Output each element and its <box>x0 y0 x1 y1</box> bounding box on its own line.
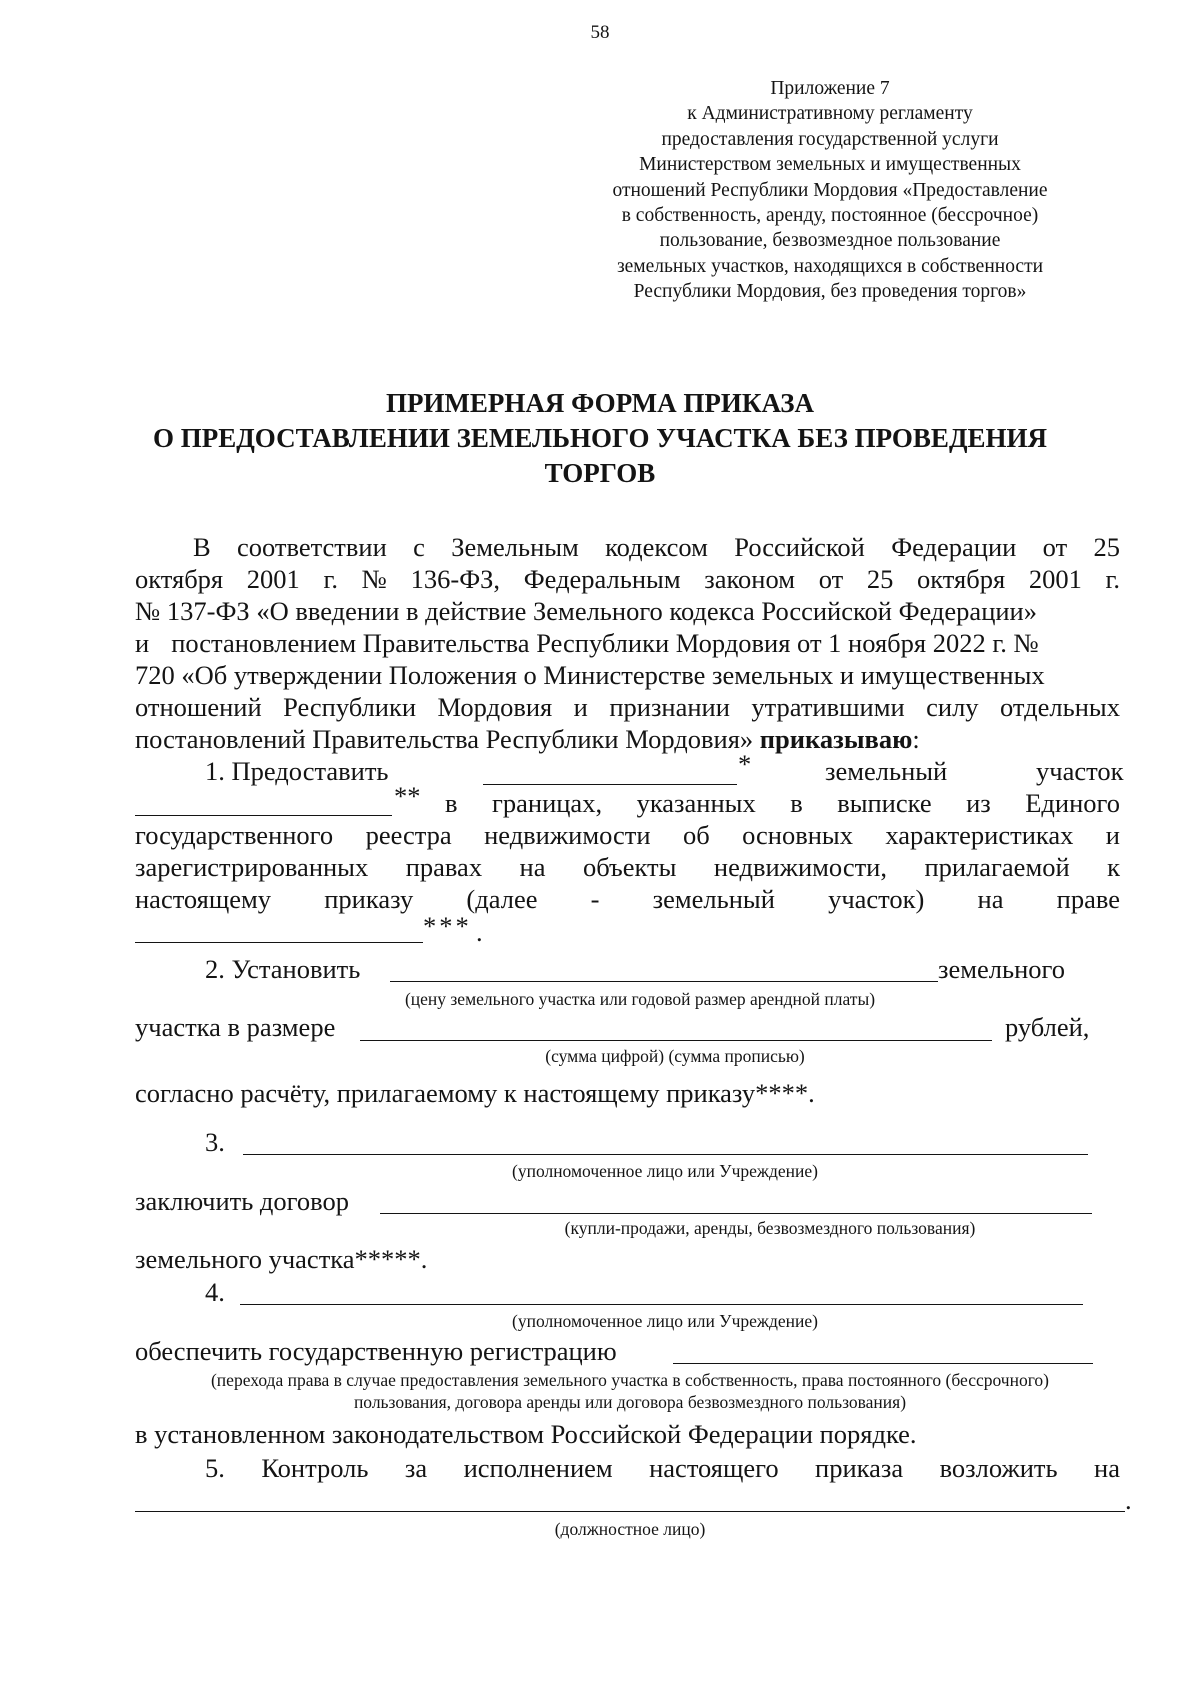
footnote-mark: ** <box>394 781 421 811</box>
word: Федерации <box>891 532 1017 562</box>
word: в <box>445 788 458 818</box>
word: № <box>361 564 387 594</box>
item1-line <box>135 883 1120 915</box>
item2-start <box>205 953 360 985</box>
word: 2001 <box>246 564 300 594</box>
item1-word: участок <box>1036 756 1124 786</box>
blank-line <box>380 1213 1092 1214</box>
word: за <box>404 1453 428 1483</box>
word: возложить <box>939 1453 1058 1483</box>
word: 25 <box>1093 532 1120 562</box>
word: Федеральным <box>523 564 681 594</box>
word: 136-ФЗ, <box>410 564 501 594</box>
word: праве <box>1056 884 1120 914</box>
word: Земельным <box>451 532 579 562</box>
word: правах <box>405 852 483 882</box>
preamble-line <box>135 563 1120 595</box>
item2-verb: Установить <box>231 954 361 984</box>
appendix-line: пользование, безвозмездное пользование <box>659 230 1001 252</box>
word: Единого <box>1025 788 1120 818</box>
word: г. <box>323 564 338 594</box>
word: на <box>1094 1453 1120 1483</box>
item1-end: . <box>476 917 483 947</box>
item4-final: в установленном законодательством Российской Федерации порядке. <box>135 1419 917 1449</box>
word: 5. <box>205 1453 225 1483</box>
word: отдельных <box>1000 692 1120 722</box>
field-caption: (сумма цифрой) (сумма прописью) <box>545 1046 805 1066</box>
word: характеристиках <box>885 820 1074 850</box>
appendix-line: Приложение 7 <box>770 78 890 99</box>
title-line: О ПРЕДОСТАВЛЕНИИ ЗЕМЕЛЬНОГО УЧАСТКА БЕЗ ПРОВЕДЕНИЯ <box>152 423 1048 453</box>
item2-end-word: земельного <box>938 954 1065 984</box>
preamble-last-line <box>135 723 920 755</box>
appendix-line: в собственность, аренду, постоянное (бессрочное) <box>621 205 1039 227</box>
item-number: 1. <box>205 756 225 786</box>
appendix-line: предоставления государственной услуги <box>661 128 999 150</box>
word: земельный <box>652 884 775 914</box>
item2-rub: рублей, <box>1005 1012 1090 1042</box>
item5-line <box>205 1452 1120 1484</box>
item2-label: участка в размере <box>135 1012 336 1042</box>
word: участок) <box>828 884 925 914</box>
word: недвижимости <box>484 820 651 850</box>
item1-line <box>135 819 1120 851</box>
appendix-line: отношений Республики Мордовия «Предоставление <box>612 179 1048 201</box>
document-title <box>0 386 1200 491</box>
word: В <box>193 532 211 562</box>
word: кодексом <box>605 532 708 562</box>
word: настоящему <box>135 884 272 914</box>
word: недвижимости, <box>713 852 887 882</box>
word: силу <box>926 692 979 722</box>
appendix-line: Министерством земельных и имущественных <box>639 154 1021 176</box>
field-caption: (купли-продажи, аренды, безвозмездного пользования) <box>564 1218 976 1238</box>
field-caption: (уполномоченное лицо или Учреждение) <box>512 1161 818 1181</box>
blank-line <box>673 1363 1093 1364</box>
word: - <box>590 884 600 914</box>
word: отношений <box>135 692 262 722</box>
preamble-colon: : <box>912 724 920 754</box>
word: и <box>1105 820 1120 850</box>
word: г. <box>1105 564 1120 594</box>
preamble-line <box>135 691 1120 723</box>
word: соответствии <box>237 532 387 562</box>
title-line: ТОРГОВ <box>544 458 656 488</box>
word: 25 <box>866 564 894 594</box>
preamble-line: № 137-ФЗ «О введении в действие Земельного кодекса Российской Федерации» <box>135 596 1037 626</box>
word: приказа <box>815 1453 904 1483</box>
word: указанных <box>636 788 756 818</box>
appendix-header <box>560 76 1100 305</box>
word: октября <box>917 564 1006 594</box>
blank-line <box>243 1154 1088 1155</box>
word: октября <box>135 564 224 594</box>
word: Контроль <box>261 1453 369 1483</box>
word: Российской <box>734 532 865 562</box>
field-caption: (должностное лицо) <box>554 1519 706 1539</box>
word: в <box>790 788 803 818</box>
preamble-line <box>193 531 1120 563</box>
item-number: 4. <box>205 1277 225 1307</box>
word: и <box>573 692 588 722</box>
item3-label: заключить договор <box>135 1186 349 1216</box>
word: объекты <box>582 852 677 882</box>
field-caption: (уполномоченное лицо или Учреждение) <box>512 1311 818 1331</box>
word: настоящего <box>649 1453 779 1483</box>
word: Мордовия <box>437 692 553 722</box>
page-number: 58 <box>590 22 610 43</box>
order-keyword: приказываю <box>759 724 913 754</box>
word: к <box>1107 852 1120 882</box>
word: выписке <box>837 788 932 818</box>
appendix-line: к Административному регламенту <box>687 103 973 125</box>
word: на <box>519 852 546 882</box>
item2-final: согласно расчёту, прилагаемому к настоящему приказу****. <box>135 1078 815 1108</box>
word: (далее <box>466 884 538 914</box>
item1-verb: Предоставить <box>231 756 389 786</box>
preamble-line: 720 «Об утверждении Положения о Министерстве земельных и имущественных <box>135 660 1045 690</box>
word: зарегистрированных <box>135 852 369 882</box>
title-line: ПРИМЕРНАЯ ФОРМА ПРИКАЗА <box>385 388 815 418</box>
word: от <box>818 564 844 594</box>
word: утратившими <box>751 692 905 722</box>
blank-line <box>135 815 392 816</box>
word: признании <box>609 692 730 722</box>
word: на <box>977 884 1004 914</box>
appendix-line: земельных участков, находящихся в собственности <box>616 255 1044 277</box>
word: реестра <box>365 820 452 850</box>
word: границах, <box>492 788 603 818</box>
blank-line <box>390 981 938 982</box>
item1-word: земельный <box>825 756 948 786</box>
word: приказу <box>324 884 414 914</box>
preamble-word: постановлением Правительства Республики Мордовия от 1 ноября 2022 г. № <box>171 628 1039 658</box>
item5-end: . <box>1125 1485 1132 1515</box>
item1-line <box>135 851 1120 883</box>
word: государственного <box>135 820 334 850</box>
preamble-text: постановлений Правительства Республики Мордовия» <box>135 724 754 754</box>
word: Республики <box>283 692 417 722</box>
blank-line <box>135 942 423 943</box>
item1-start <box>205 755 388 787</box>
blank-line <box>360 1040 992 1041</box>
word: основных <box>742 820 853 850</box>
word: прилагаемой <box>924 852 1070 882</box>
word: от <box>1042 532 1068 562</box>
word: законом <box>704 564 796 594</box>
word: 2001 <box>1028 564 1082 594</box>
footnote-mark: * <box>738 749 752 779</box>
word: из <box>966 788 991 818</box>
blank-line <box>240 1304 1083 1305</box>
appendix-line: Республики Мордовия, без проведения торгов» <box>633 281 1027 303</box>
field-caption: пользования, договора аренды или договора безвозмездного пользования) <box>353 1392 907 1412</box>
preamble-word: и <box>135 628 150 658</box>
item-number: 3. <box>205 1127 225 1157</box>
field-caption: (перехода права в случае предоставления земельного участка в собственность, права постоянного (бессрочного) <box>210 1370 1050 1390</box>
footnote-mark: *** <box>423 911 472 941</box>
blank-line <box>483 784 737 785</box>
item4-label: обеспечить государственную регистрацию <box>135 1336 617 1366</box>
item1-line <box>445 787 1120 819</box>
item-number: 2. <box>205 954 225 984</box>
preamble-line <box>135 627 1120 659</box>
word: исполнением <box>463 1453 613 1483</box>
blank-line <box>135 1511 1125 1512</box>
word: с <box>413 532 425 562</box>
item3-final: земельного участка*****. <box>135 1244 428 1274</box>
field-caption: (цену земельного участка или годовой размер арендной платы) <box>404 989 876 1009</box>
word: об <box>682 820 710 850</box>
